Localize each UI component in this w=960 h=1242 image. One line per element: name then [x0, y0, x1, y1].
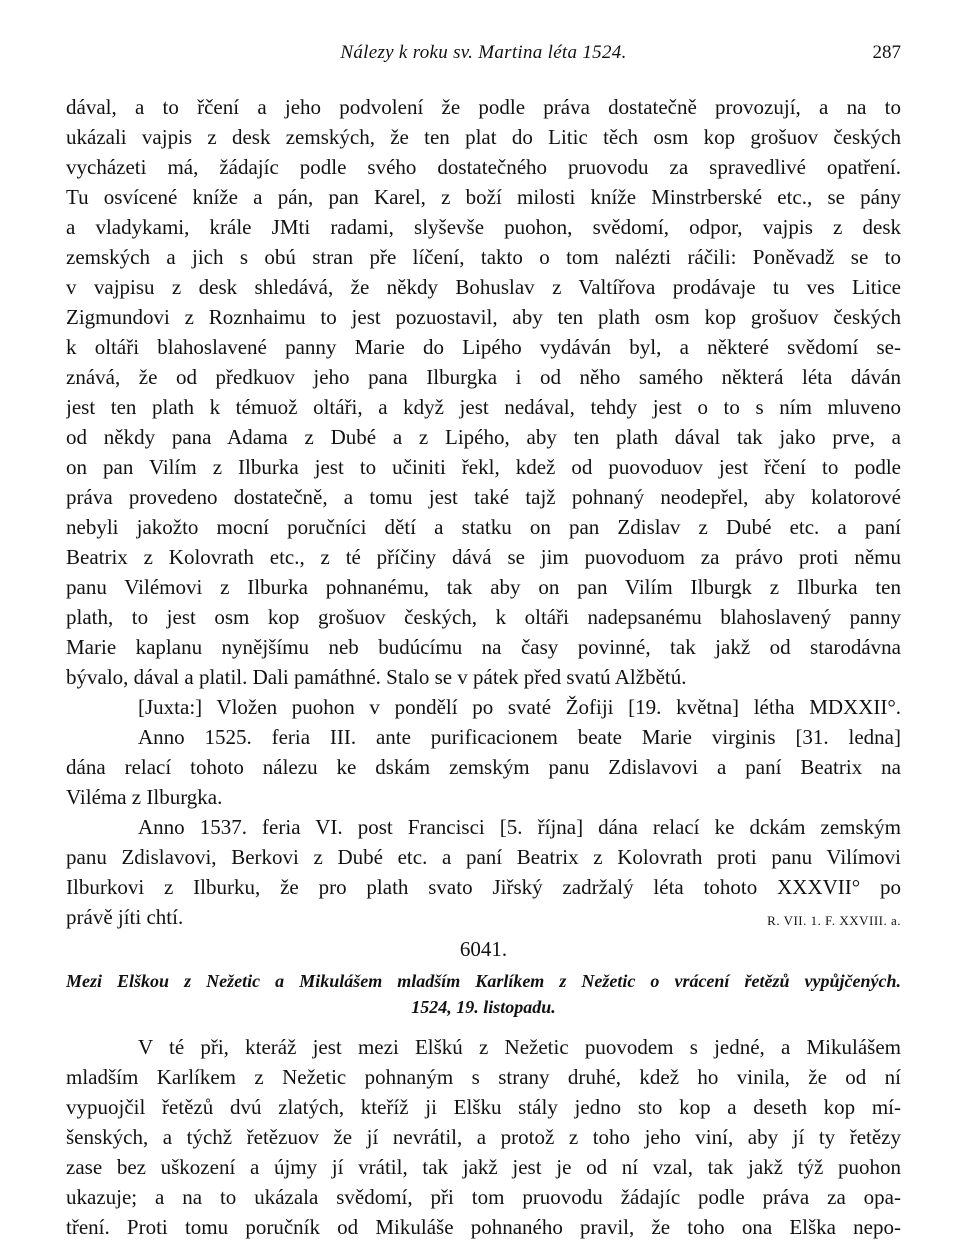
- archive-citation: R. VII. 1. F. XXVIII. a.: [767, 913, 901, 928]
- text-line: dána relací tohoto nálezu ke dskám zemským panu Zdislavovi a paní Beatrix na: [66, 755, 901, 779]
- text-line: šenských, a týchž řetězuov že jí nevrátil, a protož z toho jeho viní, aby jí ty řetězy: [66, 1125, 901, 1149]
- text-line: zase bez uškození a újmy jí vrátil, tak jakž jest je od ní vzal, tak jakž týž puohon: [66, 1155, 901, 1179]
- text-line: Viléma z Ilburgka.: [66, 785, 223, 809]
- text-line: Anno 1525. feria III. ante purificacionem beate Marie virginis [31. ledna]: [138, 725, 901, 749]
- document-date: 1524, 19. listopadu.: [411, 997, 556, 1017]
- text-line: tření. Proti tomu poručník od Mikuláše pohnaného pravil, že toho ona Elška nepo-: [66, 1215, 901, 1239]
- document-summary: Mezi Elškou z Nežetic a Mikulášem mladším Karlíkem z Nežetic o vrácení řetězů vypůjčených.: [66, 971, 901, 991]
- text-line: od někdy pana Adama z Dubé a z Lipého, aby ten plath dával tak jako prve, a: [66, 425, 901, 449]
- text-line: panu Zdislavovi, Berkovi z Dubé etc. a paní Beatrix z Kolovrath proti panu Vilímovi: [66, 845, 901, 869]
- document-number: 6041.: [459, 937, 508, 961]
- running-title: Nálezy k roku sv. Martina léta 1524.: [340, 42, 627, 63]
- text-line: on pan Vilím z Ilburka jest to učiniti řekl, kdež od puovoduov jest řčení to podle: [66, 455, 901, 479]
- text-line: k oltáři blahoslavené panny Marie do Lipého vydáván byl, a některé svědomí se-: [66, 335, 901, 359]
- text-line: bývalo, dával a platil. Dali památhné. Stalo se v pátek před svatú Alžbětú.: [66, 665, 687, 689]
- text-line: Anno 1537. feria VI. post Francisci [5. října] dána relací ke dckám zemským: [138, 815, 901, 839]
- text-line: Zigmundovi z Roznhaimu to jest pozuostavil, aby ten plath osm kop grošuov českých: [66, 305, 901, 329]
- text-line: zemských a jich s obú stran pře líčení, takto o tom nalézti ráčili: Poněvadž se to: [66, 245, 901, 269]
- closing-text: právě jíti chtí.: [66, 905, 184, 929]
- text-line: panu Vilémovi z Ilburka pohnanému, tak aby on pan Vilím Ilburgk z Ilburka ten: [66, 575, 901, 599]
- text-line: [Juxta:] Vložen puohon v pondělí po svaté Žofiji [19. května] létha MDXXII°.: [138, 695, 901, 719]
- text-line: Beatrix z Kolovrath etc., z té příčiny dává se jim puovoduom za právo proti němu: [66, 545, 901, 569]
- text-line: vycházeti má, žádajíc podle svého dostatečného pruovodu za spravedlivé opatření.: [66, 155, 901, 179]
- text-line: Marie kaplanu nynějšímu neb budúcímu na časy povinné, tak jakž od starodávna: [66, 635, 901, 659]
- text-line: a vladykami, krále JMti radami, slyševše puohon, svědomí, odpor, vajpis z desk: [66, 215, 901, 239]
- text-line: v vajpisu z desk shledává, že někdy Bohuslav z Valtířova prodávaje tu ves Litice: [66, 275, 901, 299]
- text-line: jest ten plath k témuož oltáři, a když jest nedával, tehdy jest o to s ním mluveno: [66, 395, 901, 419]
- text-line: práva provedeno dostatečně, a tomu jest také tajž pohnaný neodepřel, aby kolatorové: [66, 485, 901, 509]
- page-body: [66, 92, 901, 1242]
- text-line: Ilburkovi z Ilburku, že pro plath svato Jiřský zadržalý léta tohoto XXXVII° po: [66, 875, 901, 899]
- text-line: vypuojčil řetězů dvú zlatých, kteříž ji Elšku stály jedno sto kop a deseth kop mí-: [66, 1095, 901, 1119]
- page-number: 287: [872, 42, 901, 63]
- text-line: dával, a to řčení a jeho podvolení že podle práva dostatečně provozují, a na to: [66, 95, 901, 119]
- text-line: znává, že od předkuov jeho pana Ilburgka i od něho samého některá léta dáván: [66, 365, 901, 389]
- text-line: ukazuje; a na to ukázala svědomí, při tom pruovodu žádajíc podle práva za opa-: [66, 1185, 901, 1209]
- text-line: Tu osvícené kníže a pán, pan Karel, z boží milosti kníže Minstrberské etc., se pány: [66, 185, 901, 209]
- text-line: plath, to jest osm kop grošuov českých, k oltáři nadepsanému blahoslavený panny: [66, 605, 901, 629]
- page-header: [66, 42, 901, 70]
- text-line: ukázali vajpis z desk zemských, že ten plat do Litic těch osm kop grošuov českých: [66, 125, 901, 149]
- text-line: nebyli jakožto mocní poručníci dětí a statku on pan Zdislav z Dubé etc. a paní: [66, 515, 901, 539]
- text-line: mladším Karlíkem z Nežetic pohnaným s strany druhé, kdež ho vinila, že od ní: [66, 1065, 901, 1089]
- closing-line: [66, 902, 901, 932]
- text-line: V té při, kteráž jest mezi Elškú z Nežetic puovodem s jedné, a Mikulášem: [138, 1035, 901, 1059]
